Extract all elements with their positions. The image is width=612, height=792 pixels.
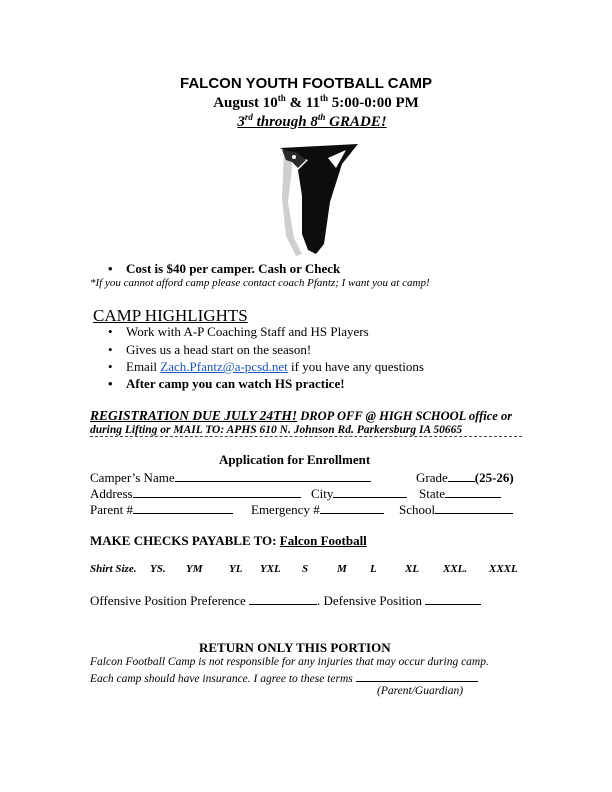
- camper-name-row: [90, 470, 371, 486]
- waiver-line-2: [90, 670, 478, 685]
- registration-due: REGISTRATION DUE JULY 24TH!: [90, 408, 298, 423]
- address-row: [90, 486, 301, 502]
- size-option[interactable]: XXXL: [489, 563, 518, 575]
- emergency-field[interactable]: [320, 502, 384, 514]
- size-option[interactable]: YS.: [150, 563, 166, 575]
- checks-label: MAKE CHECKS PAYABLE TO:: [90, 533, 280, 548]
- size-option[interactable]: L: [370, 563, 377, 575]
- defensive-label: . Defensive Position: [316, 593, 426, 608]
- parent-label: Parent #: [90, 502, 133, 517]
- grades-sup-1: rd: [244, 112, 253, 122]
- highlight-item-2: • Gives us a head start on the season!: [126, 342, 311, 358]
- checks-line: [90, 533, 367, 549]
- offensive-label: Offensive Position Preference: [90, 593, 249, 608]
- dates-sup-2: th: [319, 93, 328, 103]
- city-label: City: [311, 486, 334, 501]
- shirt-size-row: [0, 563, 612, 579]
- offensive-field[interactable]: [249, 593, 317, 605]
- address-field[interactable]: [133, 486, 301, 498]
- size-option[interactable]: YM: [186, 563, 203, 575]
- highlight-item-3: [126, 359, 424, 375]
- cost-line: • Cost is $40 per camper. Cash or Check: [126, 261, 340, 277]
- grade-row: [416, 470, 514, 486]
- address-label: Address: [90, 486, 133, 501]
- school-label: School: [399, 502, 436, 517]
- grade-label: Grade: [416, 470, 448, 485]
- dates-suffix: 5:00-0:00 PM: [328, 95, 419, 111]
- grades-c: GRADE!: [325, 114, 387, 130]
- camper-name-label: Camper’s Name: [90, 470, 175, 485]
- email-link[interactable]: Zach.Pfantz@a-pcsd.net: [160, 359, 288, 374]
- size-option[interactable]: XXL.: [443, 563, 468, 575]
- shirt-size-label: Shirt Size.: [90, 563, 137, 575]
- falcon-logo-icon: [272, 138, 362, 258]
- size-option[interactable]: XL: [405, 563, 420, 575]
- grade-field[interactable]: [448, 470, 475, 482]
- highlights-heading: CAMP HIGHLIGHTS: [93, 306, 248, 325]
- registration-line-2: during Lifting or MAIL TO: APHS 610 N. Johnson Rd. Parkersburg IA 50665: [90, 424, 463, 436]
- signature-field[interactable]: [356, 670, 478, 682]
- size-option[interactable]: S: [302, 563, 309, 575]
- grades-b: through 8: [252, 114, 318, 130]
- size-option[interactable]: M: [337, 563, 347, 575]
- cut-line: [90, 436, 522, 437]
- email-suffix: if you have any questions: [287, 359, 424, 374]
- size-option[interactable]: YL: [229, 563, 243, 575]
- parent-field[interactable]: [133, 502, 233, 514]
- form-heading: Application for Enrollment: [219, 452, 371, 467]
- email-prefix: Email: [126, 359, 161, 374]
- cost-note: *If you cannot afford camp please contact coach Pfantz; I want you at camp!: [90, 277, 430, 289]
- camp-grades: [0, 114, 612, 131]
- grade-range: (25-26): [474, 470, 514, 485]
- dates-mid: & 11: [285, 95, 320, 111]
- school-field[interactable]: [435, 502, 513, 514]
- camp-dates: [0, 95, 612, 112]
- grades-sup-2: th: [317, 112, 326, 122]
- school-row: [399, 502, 513, 518]
- size-option[interactable]: YXL: [260, 563, 281, 575]
- signer-label: (Parent/Guardian): [377, 685, 464, 697]
- state-field[interactable]: [445, 486, 501, 498]
- state-label: State: [419, 486, 445, 501]
- camp-title: FALCON YOUTH FOOTBALL CAMP: [180, 75, 432, 92]
- highlight-item-1: • Work with A-P Coaching Staff and HS Players: [126, 324, 369, 340]
- emergency-row: [251, 502, 384, 518]
- emergency-label: Emergency #: [251, 502, 320, 517]
- city-field[interactable]: [333, 486, 407, 498]
- waiver-line-1: Falcon Football Camp is not responsible for any injuries that may occur during camp.: [90, 656, 489, 668]
- return-heading: RETURN ONLY THIS PORTION: [199, 640, 391, 655]
- grades-a: 3: [237, 114, 245, 130]
- registration-drop: DROP OFF @ HIGH SCHOOL office or: [297, 409, 513, 423]
- city-row: [311, 486, 407, 502]
- dates-sup-1: th: [277, 93, 286, 103]
- registration-line-1: [90, 408, 512, 424]
- waiver-text: Each camp should have insurance. I agree to these terms: [90, 673, 356, 685]
- highlight-item-4: • After camp you can watch HS practice!: [126, 376, 345, 392]
- state-row: [419, 486, 501, 502]
- position-row: [90, 593, 481, 609]
- falcon-logo-eye: [292, 155, 296, 159]
- camper-name-field[interactable]: [175, 470, 371, 482]
- defensive-field[interactable]: [425, 593, 481, 605]
- checks-payee: Falcon Football: [279, 533, 367, 548]
- dates-prefix: August 10: [213, 95, 278, 111]
- parent-row: [90, 502, 233, 518]
